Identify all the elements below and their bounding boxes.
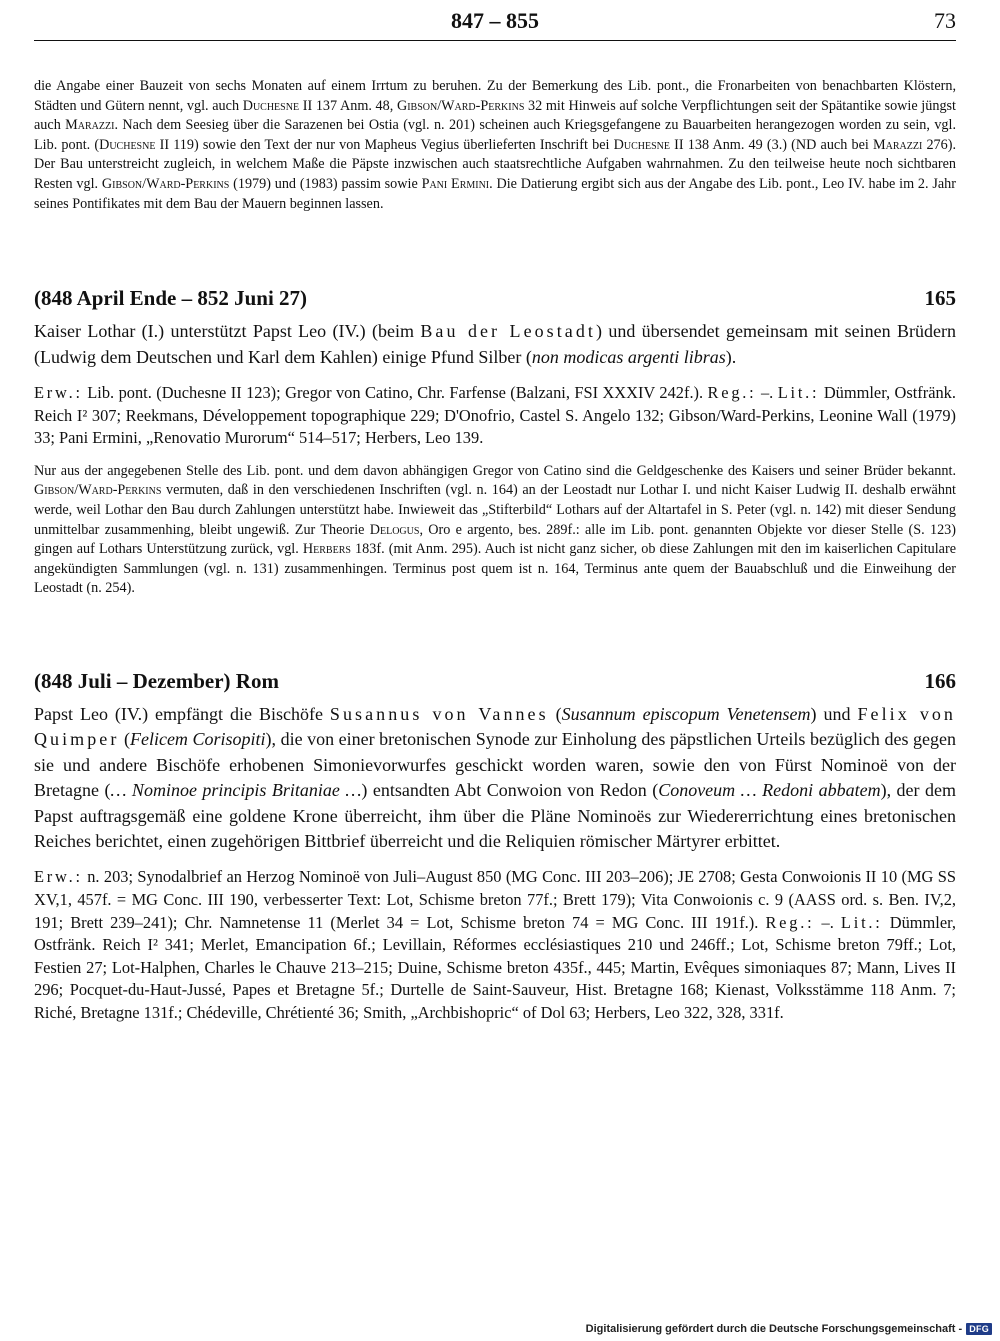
entry-166-regest: Papst Leo (IV.) empfängt die Bischöfe Susannus von Vannes (Susannum episcopum Venetensem) und Felix von Quimper (Felicem Corisopiti), die von einer bretonischen Synode zur Einholung des päpstlichen Urteils bezüglich des gegen sie und andere Bischöfe erhobenen Simonievorwurfes geschickt worden waren, sowie den von Fürst Nominoë von der Bretagne (… Nominoe principis Britaniae …) entsandten Abt Conwoion von Redon (Conoveum … Redoni abbatem), der dem Papst auftragsgemäß eine goldene Krone überreicht, ihm über die Pläne Nominoës zur Wiedererrichtung eines bretonischen Reiches berichtet, einen zugehörigen Bittbrief überreicht und die Reliquien römischer Märtyrer erbittet. xyxy=(34,703,957,851)
entry-165-commentary: Nur aus der angegebenen Stelle des Lib. pont. und dem davon abhängigen Gregor von Catino sind die Geldgeschenke des Kaisers und seiner Brüder bekannt. Gibson/Ward-Perkins vermuten, daß in den verschiedenen Inschriften (vgl. n. 164) an der Leostadt nur Lothar I. und nicht Kaiser Ludwig II. deshalb erwähnt werde, weil Lothar den Bau durch Zahlungen unterstützt habe. Inwieweit das „Stifterbild“ Lothars auf der Altartafel in S. Peter (vgl. n. 142) mit dieser Sendung unmittelbar zusammenhing, bleibt ungewiß. Zur Theorie Delogus, Oro e argento, bes. 289f.: alle im Lib. pont. genannten Objekte vor dieser Stelle (S. 123) gingen auf Lothars Unterstützung zurück, vgl. Herbers 183f. (mit Anm. 295). Auch ist nicht ganz sicher, ob diese Zahlungen mit den im kaiserlichen Capitulare angekündigten Sammlungen (vgl. n. 131) zusammenhingen. Terminus post quem ist n. 164, Terminus ante quem der Bauabschluß und die Einweihung der Leostadt (n. 254). xyxy=(34,462,956,597)
entry-166-sources: Erw.: n. 203; Synodalbrief an Herzog Nominoë von Juli–August 850 (MG Conc. III 203–206); JE 2708; Gesta Conwoionis II 10 (MG SS XV,1, 457f. = MG Conc. III 190, verbesserter Text: Lot, Schisme breton 77f.; Brett 179); Vita Conwoionis c. 9 (AASS ord. s. Ben. IV,2, 191; Brett 239–241); Chr. Namnetense 11 (Merlet 34 = Lot, Schisme breton 74 = MG Conc. III 191f.). Reg.: –. Lit.: Dümmler, Ostfränk. Reich I² 341; Merlet, Emancipation 6f.; Levillain, Réformes ecclésiastiques 210 und 246ff.; Lot, Schisme breton 79ff.; Lot, Festien 27; Lot-Halphen, Charles le Chauve 213–215; Duine, Schisme breton 435f., 445; Martin, Evêques simoniaques 87; Mann, Lives II 296; Pocquet-du-Haut-Jussé, Papes et Bretagne 5f.; Durtelle de Saint-Sauveur, Hist. Bretagne 168; Kienast, Volksstämme 118 Anm. 7; Riché, Bretagne 131f.; Chédeville, Chrétienté 36; Smith, „Archbishopric“ of Dol 63; Herbers, Leo 322, 328, 331f. xyxy=(34,867,956,1022)
entry-165-regest: Kaiser Lothar (I.) unterstützt Papst Leo (IV.) (beim Bau der Leostadt) und übersendet gemeinsam mit seinen Brüdern (Ludwig dem Deutschen und Karl dem Kahlen) einige Pfund Silber (non modicas argenti libras). xyxy=(34,321,956,367)
entry-165-date: (848 April Ende – 852 Juni 27) xyxy=(34,286,308,311)
footer-credit: Digitalisierung gefördert durch die Deutsche Forschungsgemeinschaft - xyxy=(585,1323,963,1335)
entry-165-heading xyxy=(34,286,956,311)
commentary-continued: die Angabe einer Bauzeit von sechs Monaten auf einem Irrtum zu beruhen. Zu der Bemerkung des Lib. pont., die Fronarbeiten von benachbarten Klöstern, Städten und Gütern nennt, vgl. auch Duchesne II 137 Anm. 48, Gibson/Ward-Perkins 32 mit Hinweis auf solche Verpflichtungen seit der Spätantike sowie jüngst auch Marazzi. Nach dem Seesieg über die Sarazenen bei Ostia (vgl. n. 201) scheinen auch Kriegsgefangene zu Bauarbeiten herangezogen worden zu sein, vgl. Lib. pont. (Duchesne II 119) sowie den Text der nur von Mapheus Vegius überlieferten Inschrift bei Duchesne II 138 Anm. 49 (3.) (ND auch bei Marazzi 276). Der Bau unterstreicht zugleich, in welchem Maße die Päpste inzwischen auch staatsrechtliche Aufgaben wahrnahmen. Zu den teilweise heute noch sichtbaren Resten vgl. Gibson/Ward-Perkins (1979) und (1983) passim sowie Pani Ermini. Die Datierung ergibt sich aus der Angabe des Lib. pont., Leo IV. habe im 2. Jahr seines Pontifikates mit dem Bau der Mauern beginnen lassen. xyxy=(34,78,957,212)
entry-166-number: 166 xyxy=(924,668,956,693)
entry-166-heading xyxy=(34,669,956,694)
entry-165-sources: Erw.: Lib. pont. (Duchesne II 123); Gregor von Catino, Chr. Farfense (Balzani, FSI XXXIV 242f.). Reg.: –. Lit.: Dümmler, Ostfränk. Reich I² 307; Reekmans, Développement topographique 229; D'Onofrio, Castel S. Angelo 132; Gibson/Ward-Perkins, Leonine Wall (1979) 33; Pani Ermini, „Renovatio Murorum“ 514–517; Herbers, Leo 139. xyxy=(34,382,956,448)
regest-number-range: 847 – 855 xyxy=(451,8,539,33)
digitization-footer xyxy=(586,1323,992,1335)
running-header xyxy=(34,0,956,41)
entry-166-date: (848 Juli – Dezember) Rom xyxy=(34,668,279,693)
page-number: 73 xyxy=(934,8,956,33)
dfg-logo-icon: DFG xyxy=(966,1323,992,1335)
entry-165-number: 165 xyxy=(924,286,956,311)
document-page xyxy=(34,0,956,1025)
